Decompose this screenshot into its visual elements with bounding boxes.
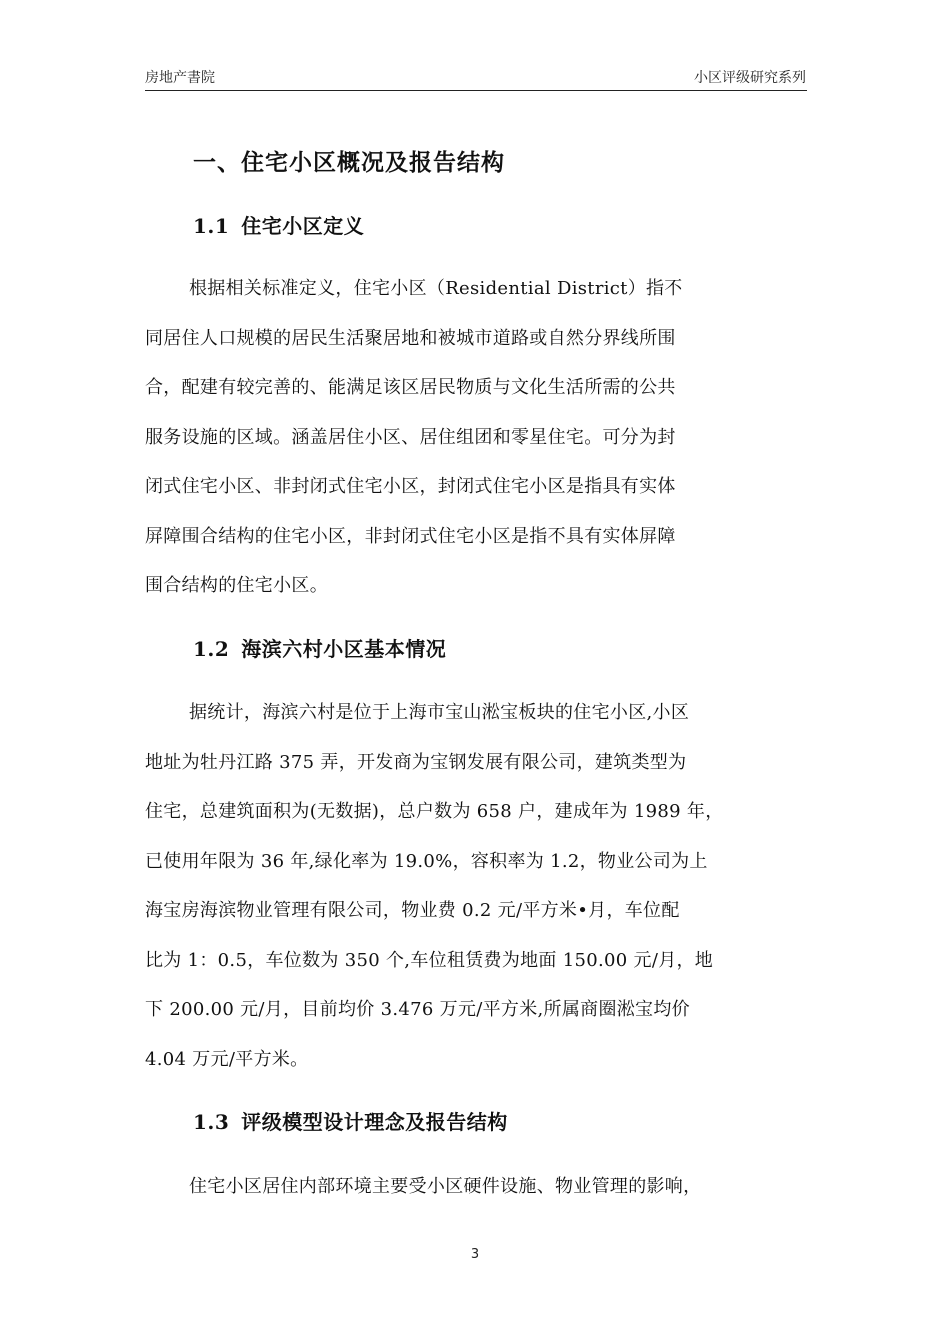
paragraph-line: 比为 1：0.5，车位数为 350 个,车位租赁费为地面 150.00 元/月，地 bbox=[145, 949, 714, 971]
paragraph-line: 合，配建有较完善的、能满足该区居民物质与文化生活所需的公共 bbox=[145, 377, 676, 398]
paragraph-definition bbox=[145, 264, 809, 611]
section-number: 1.1 bbox=[193, 214, 230, 238]
section-title: 评级模型设计理念及报告结构 bbox=[241, 1110, 508, 1134]
page-header-right: 小区评级研究系列 bbox=[694, 70, 806, 86]
chapter-title: 一、住宅小区概况及报告结构 bbox=[193, 149, 505, 176]
section-title: 海滨六村小区基本情况 bbox=[241, 637, 447, 661]
section-number: 1.2 bbox=[193, 637, 230, 661]
paragraph-line: 住宅小区居住内部环境主要受小区硬件设施、物业管理的影响， bbox=[189, 1176, 702, 1197]
paragraph-line: 闭式住宅小区、非封闭式住宅小区，封闭式住宅小区是指具有实体 bbox=[145, 476, 676, 497]
page-number: 3 bbox=[470, 1247, 480, 1262]
paragraph-line: 已使用年限为 36 年,绿化率为 19.0%，容积率为 1.2，物业公司为上 bbox=[145, 850, 708, 872]
paragraph-basic-info bbox=[145, 688, 809, 1084]
paragraph-line: 同居住人口规模的居民生活聚居地和被城市道路或自然分界线所围 bbox=[145, 327, 676, 349]
section-title: 住宅小区定义 bbox=[241, 214, 365, 238]
paragraph-line: 4.04 万元/平方米。 bbox=[145, 1048, 309, 1070]
paragraph-model-design bbox=[145, 1162, 809, 1212]
paragraph-line: 围合结构的住宅小区。 bbox=[145, 575, 328, 596]
paragraph-line: 海宝房海滨物业管理有限公司，物业费 0.2 元/平方米•月，车位配 bbox=[145, 900, 680, 921]
section-heading-1-3 bbox=[193, 1107, 508, 1137]
paragraph-line: 住宅，总建筑面积为(无数据)，总户数为 658 户，建成年为 1989 年， bbox=[145, 801, 724, 822]
section-number: 1.3 bbox=[193, 1110, 230, 1134]
paragraph-line: 下 200.00 元/月，目前均价 3.476 万元/平方米,所属商圈淞宝均价 bbox=[145, 999, 690, 1020]
header-rule bbox=[145, 90, 807, 91]
paragraph-line: 屏障围合结构的住宅小区，非封闭式住宅小区是指不具有实体屏障 bbox=[145, 525, 676, 547]
paragraph-line: 据统计，海滨六村是位于上海市宝山淞宝板块的住宅小区,小区 bbox=[189, 702, 690, 723]
paragraph-line: 服务设施的区域。涵盖居住小区、居住组团和零星住宅。可分为封 bbox=[145, 426, 676, 448]
paragraph-line: 根据相关标准定义，住宅小区（Residential District）指不 bbox=[189, 278, 683, 299]
page-header-left: 房地产書院 bbox=[145, 70, 215, 86]
section-heading-1-2 bbox=[193, 634, 446, 664]
paragraph-line: 地址为牡丹江路 375 弄，开发商为宝钢发展有限公司，建筑类型为 bbox=[145, 751, 687, 773]
section-heading-1-1 bbox=[193, 211, 364, 241]
